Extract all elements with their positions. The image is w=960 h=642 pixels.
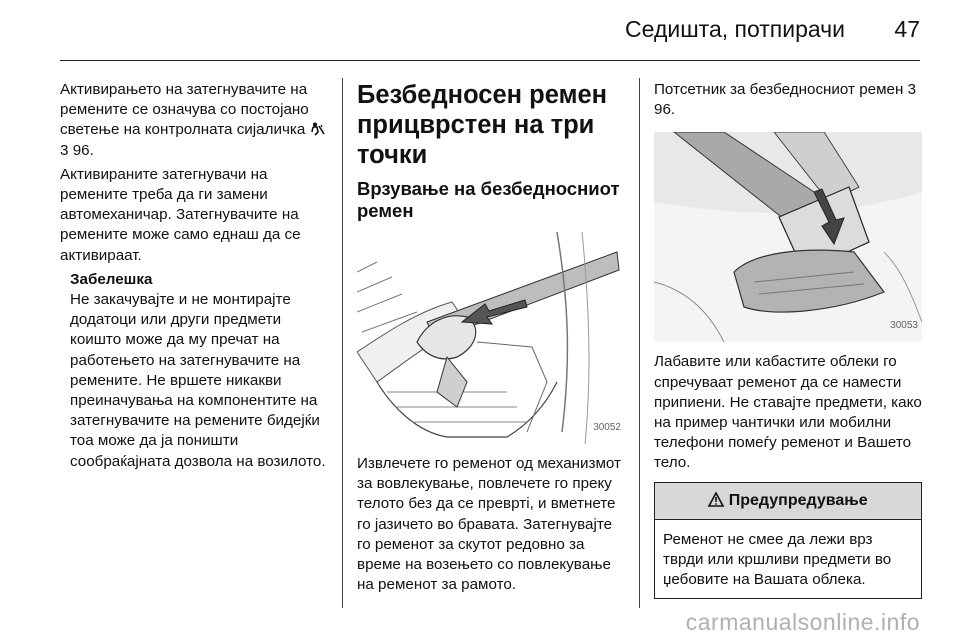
header-rule <box>60 60 920 61</box>
column-2 <box>357 80 625 599</box>
page-reference: 96. <box>654 101 676 119</box>
figure-label: 30053 <box>890 320 918 332</box>
page-number: 47 <box>894 16 920 42</box>
paragraph-reminder-reference: Потсетник за безбедносниот ремен 3 96. <box>654 81 917 119</box>
warning-title: Предупредување <box>728 491 868 509</box>
warning-triangle-icon <box>708 492 728 509</box>
figure-belt-tongue <box>654 132 922 342</box>
section-subheading: Врзување на безбедносниот ремен <box>357 178 620 221</box>
reference-arrow-icon: 3 <box>907 81 917 98</box>
figure-label: 30052 <box>593 421 621 433</box>
warning-box <box>654 482 922 600</box>
watermark: carmanualsonline.info <box>685 609 920 635</box>
section-heading: Безбедносен ремен прицврстен на три точки <box>357 81 608 169</box>
warning-header <box>655 483 921 520</box>
note-title: Забелешка <box>70 270 153 288</box>
page-header <box>610 16 920 48</box>
seatbelt-warning-icon <box>310 121 326 138</box>
paragraph-pretensioner-activation: Активирањето на затегнувачите на ремените се означува со постојано светење на контролната сијаличка 3 96. <box>60 80 328 161</box>
belt-tongue-illustration <box>654 132 922 342</box>
paragraph-replacement: Активираните затегнувачи на ремените треба да ги замени автомеханичар. Затегнувачите на ремените може само еднаш да се активираат. <box>60 165 301 264</box>
paragraph-buckling-instructions: Извлечете го ременот од механизмот за вовлекување, повлечете го преку телото без да се превртi, и вметнете го јазичето во бравата. Затегнувајте го ременот за скутот редовно за време на возењето со повлекување на ременот за рамото. <box>357 455 621 594</box>
note-block <box>70 270 328 472</box>
column-3 <box>654 80 922 599</box>
reference-arrow-icon: 3 <box>60 141 69 159</box>
warning-text: Ременот не смее да лежи врз тврди или кршливи предмети во џебовите на Вашата облека. <box>663 530 892 589</box>
paragraph-clothing-advice: Лабавите или кабастите облеки го спречуваат ременот да се намести припиени. Не ставајте предмети, како на пример чантички или мобилни телефони помеѓу ременот и Вашето тело. <box>654 353 922 472</box>
belt-buckling-illustration <box>357 232 625 444</box>
column-divider <box>342 78 343 608</box>
note-text: Не закачувајте и не монтирајте додатоци или други предмети коишто може да му пречат на работењето на затегнувачите на ремените. Не вршете никакви преиначувања на компонентите на затегнувачите на ремените бидејќи тоа може да ја поништи сообраќајната дозвола на возилото. <box>70 291 326 470</box>
page-reference: 96. <box>72 141 94 159</box>
column-divider <box>639 78 640 608</box>
column-1 <box>60 80 328 472</box>
page-title: Седишта, потпирачи <box>625 16 845 42</box>
figure-buckling-belt <box>357 232 625 444</box>
